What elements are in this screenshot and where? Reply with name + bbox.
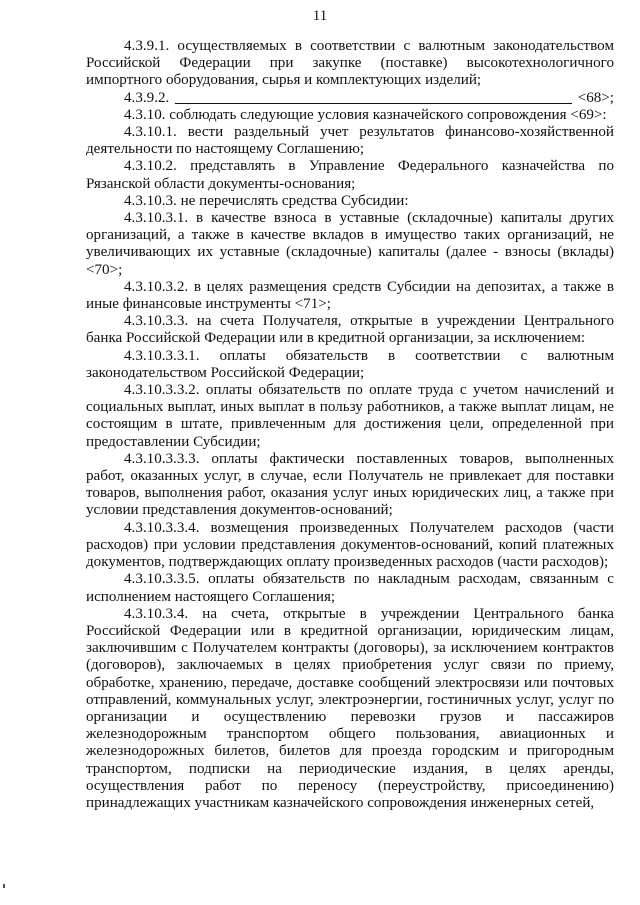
blank-item-label: 4.3.9.2. [124, 89, 170, 106]
paragraph-4-3-10-3-4: 4.3.10.3.4. на счета, открытые в учреждении Центрального банка Российской Федерации или в кредитной организации, юридическим лицам, заключившим с Получателем контракты (договоры), за исключением контрактов (договоров), заключаемых в целях приобретения услуг связи по приему, обработке, хранению, передаче, доставке сообщений электросвязи или почтовых отправлений, коммунальных услуг, электроэнергии, гостиничных услуг, услуг по организации и осуществлению перевозки грузов и пассажиров железнодорожным транспортом общего пользования, авиационных и железнодорожных билетов, билетов для проезда городским и пригородным транспортом, подписки на периодические издания, в целях аренды, осуществления работ по переносу (переустройству, присоединению) принадлежащих участникам казначейского сопровождения инженерных сетей, [86, 605, 614, 811]
paragraph-4-3-10-3-3: 4.3.10.3.3. на счета Получателя, открытые в учреждении Центрального банка Российской Федерации или в кредитной организации, за исключением: [86, 313, 614, 347]
paragraph-4-3-10-3: 4.3.10.3. не перечислять средства Субсидии: [124, 192, 409, 209]
paragraph-4-3-10-3-3-1: 4.3.10.3.3.1. оплаты обязательств в соответствии с валютным законодательством Российской Федерации; [86, 347, 614, 381]
paragraph-4-3-10-1: 4.3.10.1. вести раздельный учет результатов финансово-хозяйственной деятельности по настоящему Соглашению; [86, 124, 614, 158]
fill-in-blank-line [175, 102, 571, 104]
paragraph-4-3-10-3-3-3: 4.3.10.3.3.3. оплаты фактически поставленных товаров, выполненных работ, оказанных услуг, в случае, если Получатель не привлекает для поставки товаров, выполнения работ, оказания услуг иных юридических лиц, а также при условии представления документов-оснований; [86, 450, 614, 519]
page-number: 11 [312, 8, 328, 24]
paragraph-4-3-10-3-3-2: 4.3.10.3.3.2. оплаты обязательств по оплате труда с учетом начислений и социальных выплат, иных выплат в пользу работников, а также выплат лицам, не состоящим в штате, привлеченным для достижения цели, определенной при предоставлении Субсидии; [86, 382, 614, 450]
paragraph-4-3-10-3-3-4: 4.3.10.3.3.4. возмещения произведенных Получателем расходов (части расходов) при условии представления документов-оснований, копий платежных документов, подтверждающих оплату произведенных расходов (части расходов); [86, 519, 614, 571]
paragraph-4-3-10-3-2: 4.3.10.3.2. в целях размещения средств Субсидии на депозитах, а также в иные финансовые инструменты <71>; [86, 278, 614, 313]
paragraph-4-3-10-3-1: 4.3.10.3.1. в качестве взноса в уставные (складочные) капиталы других организаций, а также в качестве вкладов в имущество таких организаций, не увеличивающих их уставные (складочные) капиталы (далее - взносы (вклады) <70>; [86, 210, 614, 278]
document-body [86, 38, 614, 812]
paragraph-4-3-10-2: 4.3.10.2. представлять в Управление Федерального казначейства по Рязанской области документы-основания; [86, 158, 614, 192]
paragraph-4-3-9-2 [86, 90, 614, 107]
paragraph-4-3-9-1: 4.3.9.1. осуществляемых в соответствии с валютным законодательством Российской Федерации при закупке (поставке) высокотехнологичного импортного оборудования, сырья и комплектующих изделий; [86, 38, 614, 89]
footnote-ref: <68>; [577, 89, 614, 106]
paragraph-4-3-10: 4.3.10. соблюдать следующие условия казначейского сопровождения <69>: [124, 106, 607, 123]
paragraph-4-3-10-3-3-5: 4.3.10.3.3.5. оплаты обязательств по накладным расходам, связанным с исполнением настоящего Соглашения; [86, 571, 614, 605]
scan-edge-mark [3, 884, 5, 888]
